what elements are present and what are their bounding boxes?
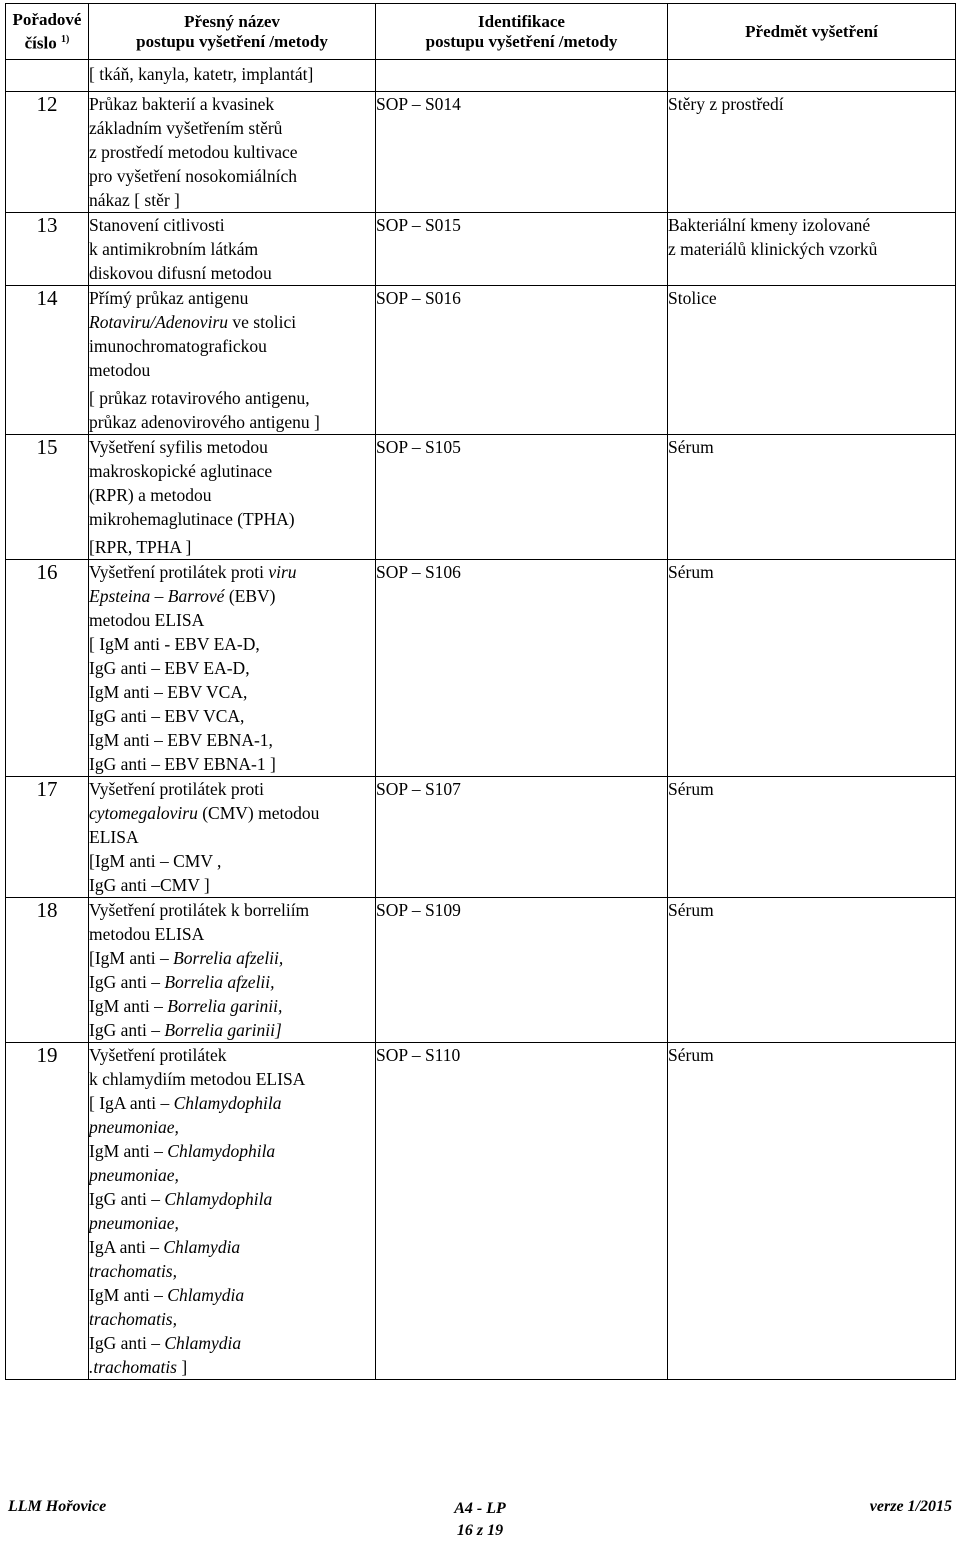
examination-subject-line: Sérum [668, 562, 714, 582]
procedure-id: SOP – S016 [376, 286, 668, 435]
row-number: 19 [6, 1043, 89, 1380]
procedure-name-line: pneumoniae, [89, 1117, 179, 1137]
procedure-name-line: IgG anti – Borrelia garinii] [89, 1020, 282, 1040]
row-number [6, 60, 89, 92]
procedure-name-line: ELISA [89, 827, 139, 847]
row-number: 13 [6, 213, 89, 286]
procedure-name-line: IgA anti – Chlamydia [89, 1237, 241, 1257]
procedure-name-line: [IgM anti – Borrelia afzelii, [89, 948, 284, 968]
procedure-subtest-line: průkaz adenovirového antigenu ] [89, 412, 320, 432]
row-number: 12 [6, 92, 89, 213]
procedures-table [5, 3, 956, 1380]
procedure-name-line: metodou ELISA [89, 610, 205, 630]
procedure-name-line: IgG anti – EBV EA-D, [89, 658, 250, 678]
examination-subject-line: Stolice [668, 288, 717, 308]
header-order-number: Pořadové číslo $^{1)}$ [6, 4, 89, 60]
procedure-name-line: cytomegaloviru (CMV) metodou [89, 803, 320, 823]
procedure-name-line: IgG anti – EBV VCA, [89, 706, 245, 726]
footer-version: verze 1/2015 [869, 1498, 952, 1515]
examination-subject [668, 898, 956, 1043]
examination-subject-line: Bakteriální kmeny izolované [668, 215, 871, 235]
procedure-name-line: pneumoniae, [89, 1213, 179, 1233]
procedure-name-line: Vyšetření protilátek [89, 1045, 227, 1065]
procedure-name-line: Vyšetření protilátek proti [89, 779, 264, 799]
procedure-id: SOP – S109 [376, 898, 668, 1043]
procedure-name-line: IgG anti –CMV ] [89, 875, 210, 895]
procedure-name-line: makroskopické aglutinace [89, 461, 273, 481]
procedure-name-line: nákaz [ stěr ] [89, 190, 180, 210]
table-row [6, 1043, 956, 1380]
header-subject: Předmět vyšetření [668, 4, 956, 60]
procedure-name-line: metodou [89, 360, 151, 380]
table-body [6, 60, 956, 1380]
procedure-name-line: [ IgM anti - EBV EA-D, [89, 634, 260, 654]
procedure-name-line: k antimikrobním látkám [89, 239, 259, 259]
procedure-name-line: Přímý průkaz antigenu [89, 288, 249, 308]
footer-document-code: A4 - LP [454, 1500, 506, 1517]
examination-subject [668, 777, 956, 898]
examination-subject-line: Sérum [668, 900, 714, 920]
examination-subject-line: Stěry z prostředí [668, 94, 784, 114]
table-row [6, 777, 956, 898]
row-number: 17 [6, 777, 89, 898]
procedure-name-line: metodou ELISA [89, 924, 205, 944]
footer-lab-name: LLM Hořovice [8, 1498, 107, 1515]
procedure-subtests [89, 535, 375, 559]
row-number: 16 [6, 560, 89, 777]
examination-subject-line: Sérum [668, 1045, 714, 1065]
table-row [6, 898, 956, 1043]
examination-subject [668, 286, 956, 435]
examination-subject [668, 60, 956, 92]
procedure-name-line: Rotaviru/Adenoviru ve stolici [89, 312, 297, 332]
procedure-name-line: Epsteina – Barrové (EBV) [89, 586, 276, 606]
examination-subject [668, 560, 956, 777]
procedure-name [89, 435, 376, 560]
procedure-name [89, 560, 376, 777]
table-row [6, 435, 956, 560]
procedure-name-line: IgM anti – Chlamydia [89, 1285, 245, 1305]
procedure-name-line: Vyšetření protilátek proti viru [89, 562, 297, 582]
table-header-row [6, 4, 956, 60]
procedure-name-line: imunochromatografickou [89, 336, 267, 356]
procedure-name-line: trachomatis, [89, 1309, 177, 1329]
procedure-name-line: diskovou difusní metodou [89, 263, 272, 283]
procedure-id: SOP – S105 [376, 435, 668, 560]
procedure-subtest-line: [RPR, TPHA ] [89, 537, 192, 557]
procedure-id: SOP – S106 [376, 560, 668, 777]
procedure-name-line: IgG anti – EBV EBNA-1 ] [89, 754, 276, 774]
procedure-name-line: k chlamydiím metodou ELISA [89, 1069, 306, 1089]
procedure-name-line: [ tkáň, kanyla, katetr, implantát] [89, 64, 314, 84]
examination-subject [668, 1043, 956, 1380]
examination-subject-line: z materiálů klinických vzorků [668, 239, 878, 259]
table-row [6, 213, 956, 286]
procedure-name-line: .trachomatis ] [89, 1357, 188, 1377]
footer-page-number: 16 z 19 [456, 1522, 504, 1539]
procedure-subtest-line: [ průkaz rotavirového antigenu, [89, 388, 310, 408]
procedure-name-line: IgG anti – Borrelia afzelii, [89, 972, 275, 992]
procedure-name-line: [ IgA anti – Chlamydophila [89, 1093, 282, 1113]
header-procedure-id: Identifikace postupu vyšetření /metody [376, 4, 668, 60]
procedure-name-line: mikrohemaglutinace (TPHA) [89, 509, 295, 529]
procedure-id: SOP – S015 [376, 213, 668, 286]
procedure-name-line: trachomatis, [89, 1261, 177, 1281]
procedure-name-line: (RPR) a metodou [89, 485, 212, 505]
table-row [6, 560, 956, 777]
procedure-name-line: pneumoniae, [89, 1165, 179, 1185]
examination-subject [668, 435, 956, 560]
row-number: 18 [6, 898, 89, 1043]
procedure-id: SOP – S014 [376, 92, 668, 213]
procedure-name [89, 92, 376, 213]
table-row [6, 92, 956, 213]
procedure-name-line: Vyšetření protilátek k borreliím [89, 900, 310, 920]
procedure-name-line: Průkaz bakterií a kvasinek [89, 94, 275, 114]
procedure-name-line: z prostředí metodou kultivace [89, 142, 298, 162]
procedure-name [89, 898, 376, 1043]
procedure-id: SOP – S110 [376, 1043, 668, 1380]
procedure-name-line: Vyšetření syfilis metodou [89, 437, 268, 457]
procedure-name-line: Stanovení citlivosti [89, 215, 225, 235]
procedure-id [376, 60, 668, 92]
examination-subject-line: Sérum [668, 779, 714, 799]
procedure-name [89, 60, 376, 92]
row-number: 15 [6, 435, 89, 560]
procedure-name-line: IgM anti – EBV EBNA-1, [89, 730, 273, 750]
procedure-name-line: IgM anti – Borrelia garinii, [89, 996, 283, 1016]
header-procedure-name: Přesný název postupu vyšetření /metody [89, 4, 376, 60]
examination-subject [668, 92, 956, 213]
procedure-name [89, 213, 376, 286]
footer-center [380, 1498, 580, 1542]
row-number: 14 [6, 286, 89, 435]
procedure-name-line: [IgM anti – CMV , [89, 851, 222, 871]
procedure-name [89, 286, 376, 435]
examination-subject-line: Sérum [668, 437, 714, 457]
procedure-subtests [89, 386, 375, 434]
procedure-name [89, 777, 376, 898]
table-row [6, 60, 956, 92]
procedure-name-line: IgM anti – EBV VCA, [89, 682, 248, 702]
procedure-name-line: IgG anti – Chlamydia [89, 1333, 242, 1353]
procedure-id: SOP – S107 [376, 777, 668, 898]
table-row [6, 286, 956, 435]
procedure-name-line: IgG anti – Chlamydophila [89, 1189, 273, 1209]
procedure-name [89, 1043, 376, 1380]
procedure-name-line: základním vyšetřením stěrů [89, 118, 283, 138]
procedure-name-line: pro vyšetření nosokomiálních [89, 166, 298, 186]
procedure-name-line: IgM anti – Chlamydophila [89, 1141, 276, 1161]
examination-subject [668, 213, 956, 286]
